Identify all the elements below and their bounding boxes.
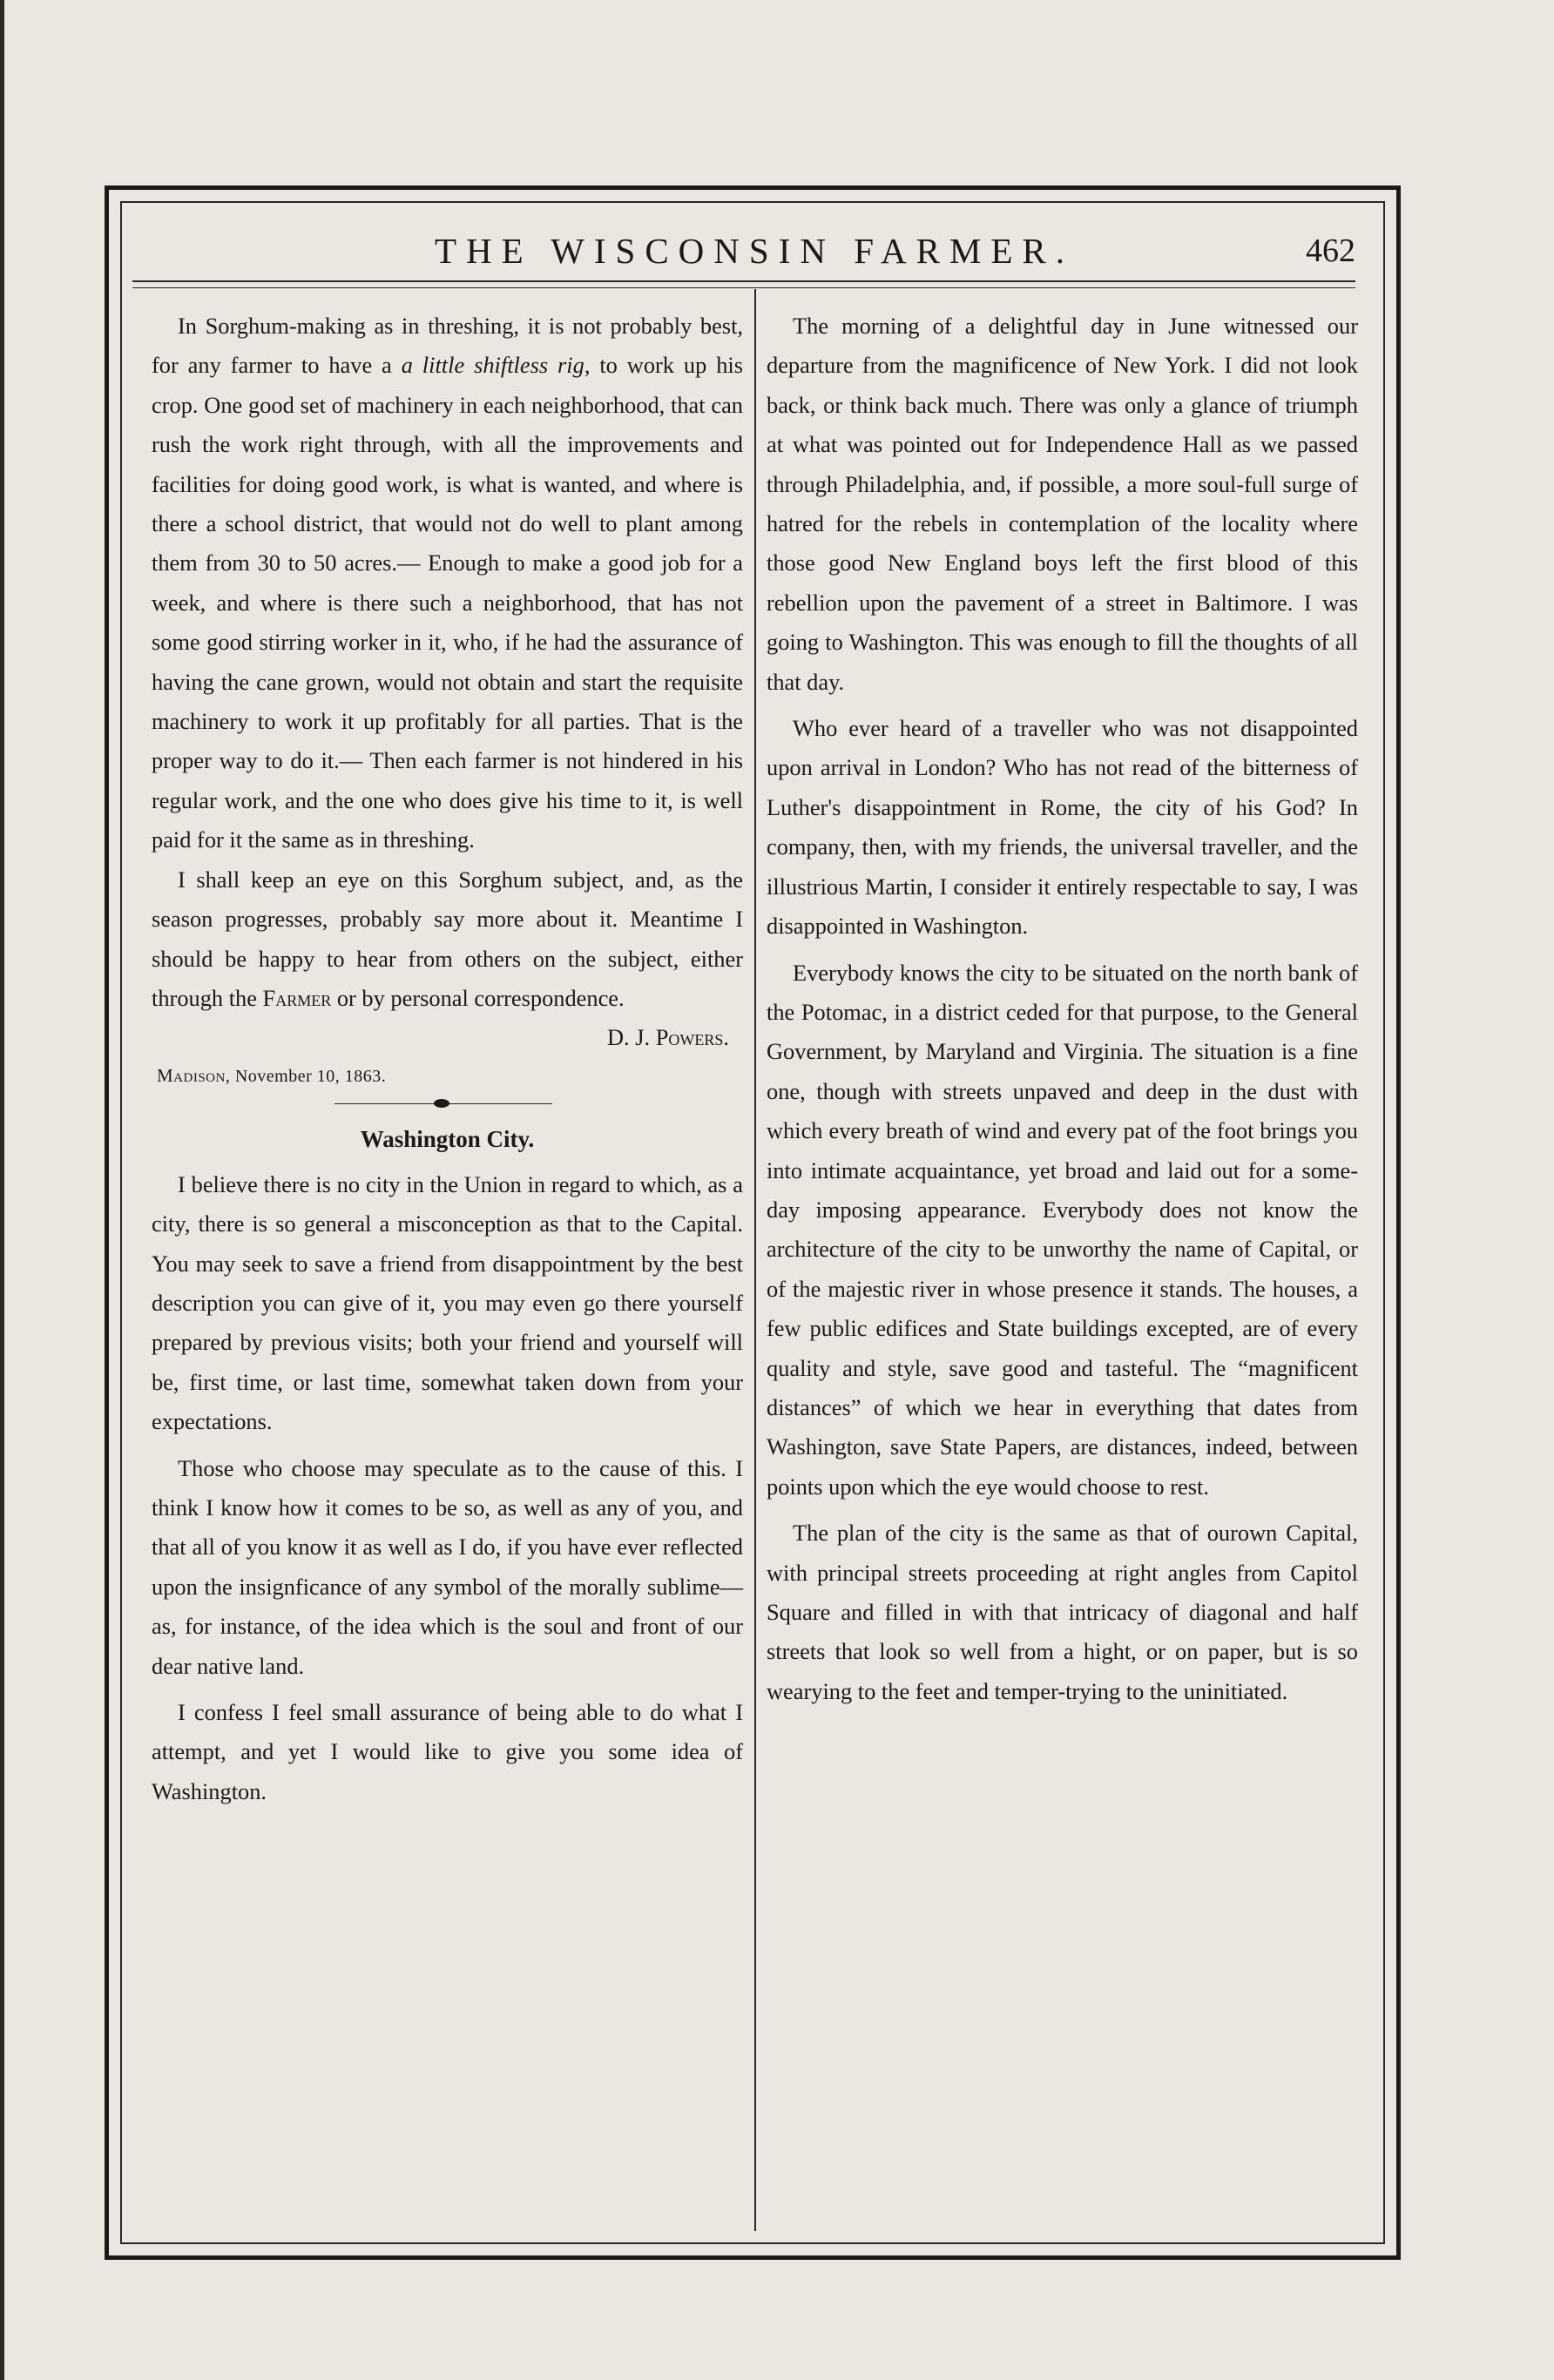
dateline-place: Madison	[157, 1064, 226, 1086]
city-description-paragraph: Everybody knows the city to be situated on the north bank of the Potomac, in a district ceded for that purpose, to the General Government, by Maryland and Virginia. The situation is a fine one, though with streets unpaved and deep in the dust with which every breath of wind and every pat of the foot brings you into intimate acquaintance, yet broad and laid out for a some-day imposing appearance. Everybody does not know the architecture of the city to be unworthy the name of Capital, or of the majestic river in whose presence it stands. The houses, a few public edifices and State buildings excepted, are of every quality and style, save good and tasteful. The “magnificent distances” of which we hear in everything that dates from Washington, save State Papers, are distances, indeed, between points upon which the eye would choose to rest.	[767, 959, 1358, 1500]
farmer-small-caps: Farmer	[262, 984, 332, 1011]
publication-title: THE WISCONSIN FARMER.	[434, 231, 1075, 271]
sorghum-paragraph-1	[152, 307, 743, 860]
journey-paragraph: The morning of a delightful day in June witnessed our departure from the magnificence of New York. I did not look back, or think back much. There was only a glance of triumph at what was pointed out for Independence Hall as we passed through Philadelphia, and, if possible, a more soul-full surge of hatred for the rebels in contemplation of the locality where those good New England boys left the first blood of this rebellion upon the pavement of a street in Baltimore. I was going to Washington. This was enough to fill the thoughts of all that day.	[767, 313, 1358, 695]
text-run: In Sorghum-making as in threshing, it is not probably best, for any farmer to have a	[152, 313, 743, 379]
sorghum-paragraph-2	[152, 860, 743, 1019]
signature-line	[152, 1018, 743, 1057]
right-column	[767, 307, 1358, 1711]
dateline	[157, 1058, 743, 1094]
section-separator	[152, 1097, 743, 1111]
text-run: or by personal correspondence.	[331, 984, 625, 1011]
header-rule	[132, 280, 1355, 282]
washington-paragraph-3: I confess I feel small assurance of being able to do what I attempt, and yet I would like to give you some idea of Washington.	[152, 1699, 743, 1804]
dateline-date: , November 10, 1863.	[225, 1066, 387, 1086]
text-run: I shall keep an eye on this Sorghum subject, and, as the season progresses, probably say more about it. Meantime I should be happy to hear from others on the subject, either through the	[152, 866, 743, 1011]
city-plan-paragraph: The plan of the city is the same as that of ourown Capital, with principal streets proceeding at right angles from Capitol Square and filled in with that intricacy of diagonal and half streets that look so well from a hight, or on paper, but is so wearying to the feet and temper-trying to the uninitiated.	[767, 1520, 1358, 1704]
section-heading: Washington City.	[360, 1125, 535, 1152]
left-column	[152, 307, 743, 1811]
page-number: 462	[1306, 233, 1355, 269]
masthead	[131, 225, 1378, 277]
text-run: , to work up his crop. One good set of machinery in each neighborhood, that can rush the work right through, with all the improvements and facilities for doing good work, is what is wanted, and where is there a school district, that would not do well to plant among them from 30 to 50 acres.— Enough to make a good job for a week, and where is there such a neighborhood, that has not some good stirring worker in it, who, if he had the assurance of having the cane grown, would not obtain and start the requisite machinery to work it up profitably for all parties. That is the proper way to do it.— Then each farmer is not hindered in his regular work, and the one who does give his time to it, is well paid for it the same as in threshing.	[152, 352, 743, 853]
washington-paragraph-2: Those who choose may speculate as to the cause of this. I think I know how it comes to be so, as well as any of you, and that all of you know it as well as I do, if you have ever reflected upon the insignficance of any symbol of the morally sublime—as, for instance, of the idea which is the soul and front of our dear native land.	[152, 1454, 743, 1679]
author-signature: D. J. Powers.	[607, 1024, 729, 1051]
header-rule-thin	[132, 287, 1355, 288]
page-scan-edge	[0, 0, 4, 2380]
washington-paragraph-1: I believe there is no city in the Union in regard to which, as a city, there is so general a misconception as that to the Capital. You may seek to save a friend from disappointment by the best description you can give of it, you may even go there yourself prepared by previous visits; both your friend and yourself will be, first time, or last time, somewhat taken down from your expectations.	[152, 1170, 743, 1435]
disappointment-paragraph: Who ever heard of a traveller who was not disappointed upon arrival in London? Who has not read of the bitterness of Luther's disappointment in Rome, the city of his God? In company, then, with my friends, the universal traveller, and the illustrious Martin, I consider it entirely respectable to say, I was disappointed in Washington.	[767, 715, 1358, 940]
italic-phrase: a little shiftless rig	[401, 352, 584, 379]
column-divider	[754, 289, 756, 2231]
